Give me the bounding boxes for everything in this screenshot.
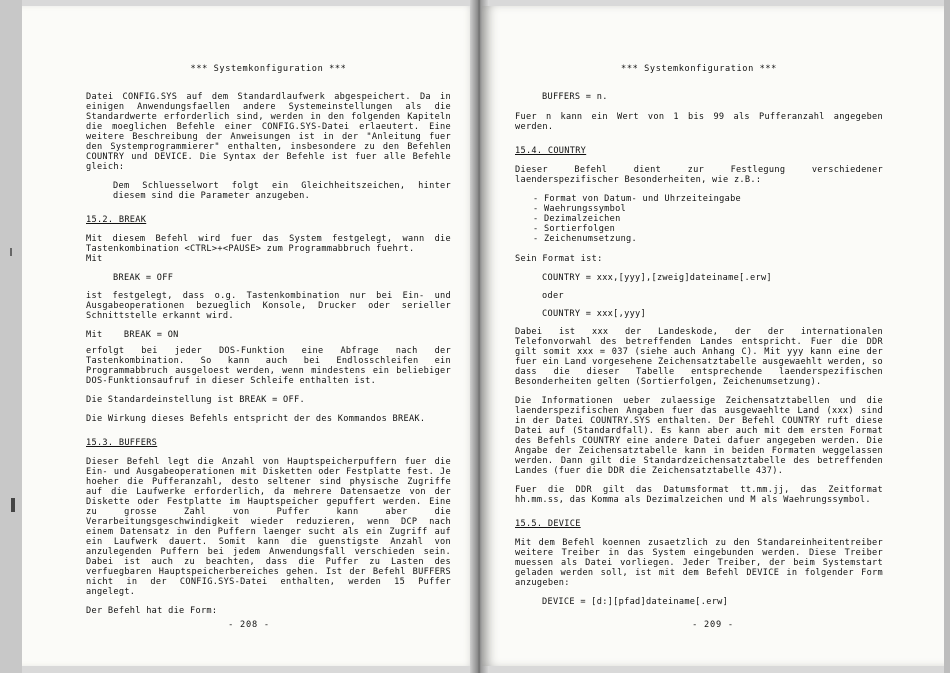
- buffers-description: Fuer n kann ein Wert von 1 bis 99 als Pufferanzahl angegeben werden.: [515, 112, 883, 132]
- break-mit-label: Mit: [86, 330, 103, 340]
- scan-border-left: [0, 0, 22, 673]
- list-item: - Waehrungssymbol: [533, 204, 627, 214]
- country-oder: oder: [542, 291, 564, 301]
- buffers-paragraph-2: Der Befehl hat die Form:: [86, 606, 218, 616]
- break-paragraph-2: ist festgelegt, dass o.g. Tastenkombination nur bei Ein- und Ausgabeoperationen bezueglich Konsole, Drucker oder serieller Schnittstelle erkannt wird.: [86, 291, 451, 321]
- section-heading-break: 15.2. BREAK: [86, 215, 147, 225]
- break-paragraph-1: Mit diesem Befehl wird fuer das System festgelegt, wann die Tastenkombination <CTRL>+<PAUSE> zum Programmabbruch fuehrt. Mit: [86, 234, 451, 264]
- code-break-on: BREAK = ON: [123, 330, 179, 340]
- break-paragraph-4: Die Standardeinstellung ist BREAK = OFF.: [86, 395, 305, 405]
- page-number: - 208 -: [228, 620, 270, 630]
- section-heading-country: 15.4. COUNTRY: [515, 146, 587, 156]
- country-feature-list: [515, 194, 883, 244]
- section-heading-buffers: 15.3. BUFFERS: [86, 438, 158, 448]
- break-paragraph-3: erfolgt bei jeder DOS-Funktion eine Abfrage nach der Tastenkombination. So kann auch bei Endlosschleifen ein Programmabbruch ausgeloest werden, wenn mindestens ein beliebiger DOS-Funktionsaufruf in dieser Schleife enthalten ist.: [86, 346, 451, 386]
- break-paragraph-5: Die Wirkung dieses Befehls entspricht der des Kommandos BREAK.: [86, 414, 426, 424]
- list-item: - Sortierfolgen: [533, 224, 616, 234]
- intro-paragraph: Datei CONFIG.SYS auf dem Standardlaufwerk abgespeichert. Da in einigen Anwendungsfaellen andere Systemeinstellungen als die Standardwerte erforderlich sind, werden in den folgenden Kapiteln die moeglichen Befehle einer CONFIG.SYS-Datei erlaeutert. Eine weitere Beschreibung der Anweisungen ist in der "Anleitung fuer den Systemprogrammierer" enthalten, insbesondere zu den Befehlen COUNTRY und DEVICE. Die Syntax der Befehle ist fuer alle Befehle gleich:: [86, 92, 451, 172]
- scan-artifact: [11, 498, 15, 512]
- country-format-label: Sein Format ist:: [515, 254, 603, 264]
- break-mit-line: [86, 330, 451, 340]
- right-page-content: [515, 64, 883, 615]
- country-paragraph-2: Dabei ist xxx der Landeskode, der der internationalen Telefonvorwahl des betreffenden Landes entspricht. Fuer die DDR gilt somit xxx = 037 (siehe auch Anhang C). Mit yyy kann eine der fuer ein Land vorgesehene Zeichensatztabelle ausgewaehlt werden, so dass die dieser Tabelle entsprechende laenderspezifischen Besonderheiten gelten (Sortierfolgen, Zeichenumsetzung).: [515, 327, 883, 387]
- list-item: - Dezimalzeichen: [533, 214, 621, 224]
- country-paragraph-1: Dieser Befehl dient zur Festlegung verschiedener laenderspezifischer Besonderheiten, wie z.B.:: [515, 165, 883, 185]
- page-header: *** Systemkonfiguration ***: [621, 64, 777, 74]
- code-break-off: BREAK = OFF: [113, 273, 174, 283]
- left-page: [22, 6, 476, 666]
- buffers-paragraph-1: Dieser Befehl legt die Anzahl von Hauptspeicherpuffern fuer die Ein- und Ausgabeoperationen mit Disketten oder Festplatte fest. Je hoeher die Pufferanzahl, desto seltener sind physische Zugriffe auf die Laufwerke erforderlich, da mehrere Datensaetze von der Diskette oder Festplatte im Hauptspeicher gepuffert werden. Eine zu grosse Zahl von Puffer kann aber die Verarbeitungsgeschwindigkeit wieder reduzieren, wenn DCP nach einem Datensatz in den Puffern laenger sucht als ein Zugriff auf ein Laufwerk dauert. Somit kann die guenstigste Anzahl von anzulegenden Puffern bei jedem Anwendungsfall verschieden sein. Dabei ist auch zu beachten, dass die Puffer zu Lasten des verfuegbaren Hauptspeicherbereiches gehen. Ist der Befehl BUFFERS nicht in der CONFIG.SYS-Datei enthalten, werden 15 Puffer angelegt.: [86, 457, 451, 597]
- right-page: [482, 6, 944, 666]
- code-device: DEVICE = [d:][pfad]dateiname[.erw]: [542, 597, 729, 607]
- code-buffers: BUFFERS = n.: [542, 92, 608, 102]
- list-item: - Zeichenumsetzung.: [533, 234, 638, 244]
- device-paragraph-1: Mit dem Befehl koennen zusaetzlich zu den Standareinheitentreiber weitere Treiber in das System eingebunden werden. Diese Treiber muessen als Datei vorliegen. Jeder Treiber, der beim Systemstart geladen werden soll, ist mit dem Befehl DEVICE in folgender Form anzugeben:: [515, 538, 883, 588]
- scan-artifact: [10, 248, 12, 256]
- country-paragraph-4: Fuer die DDR gilt das Datumsformat tt.mm.jj, das Zeitformat hh.mm.ss, das Komma als Dezimalzeichen und M als Waehrungssymbol.: [515, 485, 883, 505]
- list-item: - Format von Datum- und Uhrzeiteingabe: [533, 194, 742, 204]
- code-country-2: COUNTRY = xxx[,yyy]: [542, 309, 647, 319]
- left-page-content: [86, 64, 451, 625]
- syntax-note: Dem Schluesselwort folgt ein Gleichheitszeichen, hinter diesem sind die Parameter anzugeben.: [113, 181, 451, 201]
- page-number: - 209 -: [692, 620, 734, 630]
- scan-border-right: [944, 0, 950, 673]
- page-header: *** Systemkonfiguration ***: [190, 64, 347, 74]
- country-paragraph-3: Die Informationen ueber zulaessige Zeichensatztabellen und die laenderspezifischen Angaben fuer das ausgewaehlte Land (xxx) sind in der Datei COUNTRY.SYS enthalten. Der Befehl COUNTRY ruft diese Datei auf (Standardfall). Es kann aber auch mit dem ersten Format des Befehls COUNTRY eine andere Datei dafuer angegeben werden. Die Angabe der Zeichensatztabelle kann in beiden Formaten weggelassen werden. Dann gilt die Standardzeichensatztabelle des betreffenden Landes (fuer die DDR die Zeichensatztabelle 437).: [515, 396, 883, 476]
- section-heading-device: 15.5. DEVICE: [515, 519, 581, 529]
- code-country-1: COUNTRY = xxx,[yyy],[zweig]dateiname[.erw]: [542, 273, 772, 283]
